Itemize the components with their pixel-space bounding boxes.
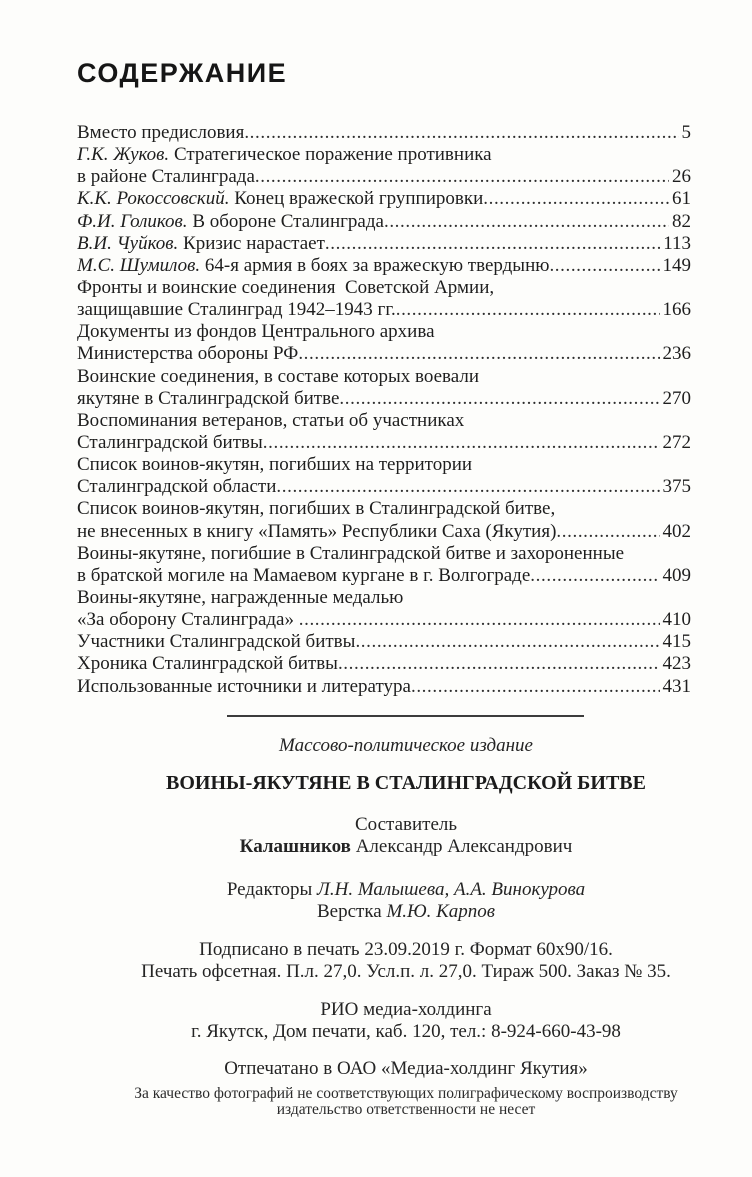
toc-entry-text: В обороне Сталинграда (187, 210, 384, 232)
toc-author-name: В.И. Чуйков. (77, 232, 179, 254)
dot-leader (338, 653, 660, 675)
layout-line (60, 901, 752, 923)
toc-entry-text: Список воинов-якутян, погибших на территории (77, 454, 473, 476)
dot-leader (530, 565, 659, 587)
toc-line (77, 410, 691, 432)
toc-line (77, 144, 691, 166)
toc-line (77, 631, 691, 653)
dot-leader (396, 299, 660, 321)
editors-line (60, 879, 752, 901)
dot-leader (384, 211, 669, 233)
toc-line (77, 321, 691, 343)
toc-page-number: 431 (662, 675, 691, 697)
toc-line (77, 299, 691, 321)
toc-page-number: 166 (662, 299, 691, 321)
toc-entry-text: Вместо предисловия (77, 122, 245, 143)
toc-line (77, 476, 691, 498)
toc-list (77, 122, 691, 698)
toc-entry-text: Воинские соединения, в составе которых воевали (77, 365, 480, 387)
print-info-line-2: Печать офсетная. П.л. 27,0. Усл.п. л. 27,0. Тираж 500. Заказ № 35. (141, 961, 671, 982)
toc-entry-text: Министерства обороны РФ (77, 343, 299, 365)
toc-line (77, 343, 691, 365)
toc-page-number: 402 (662, 520, 691, 542)
toc-entry-text: Конец вражеской группировки (229, 188, 484, 210)
toc-entry-text: Воспоминания ветеранов, статьи об участниках (77, 409, 465, 431)
toc-page-number: 272 (662, 431, 691, 453)
separator-line (227, 715, 584, 717)
dot-leader (483, 188, 669, 210)
toc-author-name: Ф.И. Голиков. (77, 210, 188, 232)
layout-label: Верстка (316, 901, 387, 922)
toc-entry-text: в братской могиле на Мамаевом кургане в г. Волгограде (77, 564, 531, 586)
toc-line (77, 366, 691, 388)
editors-label: Редакторы (226, 879, 318, 900)
toc-line (77, 166, 691, 188)
toc-entry-text: защищавшие Сталинград 1942–1943 гг. (77, 299, 396, 321)
toc-line (77, 122, 691, 144)
toc-line (77, 587, 691, 609)
toc-page-number: 415 (662, 631, 691, 653)
toc-entry-text: в районе Сталинграда (77, 166, 255, 188)
toc-page-number: 423 (662, 653, 691, 675)
toc-entry-text: «За оборону Сталинграда» (77, 609, 299, 631)
page-title: СОДЕРЖАНИЕ (77, 58, 288, 88)
toc-line (77, 565, 691, 587)
toc-line (77, 388, 691, 410)
dot-leader (276, 476, 659, 498)
dot-leader (339, 388, 659, 410)
toc-author-name: Г.К. Жуков. (77, 144, 170, 166)
toc-line (77, 188, 691, 210)
toc-entry-text: не внесенных в книгу «Память» Республики Саха (Якутия) (77, 520, 557, 542)
toc-entry-text: 64-я армия в боях за вражескую твердыню (200, 254, 550, 276)
toc-line (77, 498, 691, 520)
edition-type: Массово-политическое издание (279, 735, 533, 756)
printed-at-line: Отпечатано в ОАО «Медиа-холдинг Якутия» (224, 1058, 588, 1079)
toc-entry-text: Стратегическое поражение противника (169, 144, 492, 166)
editors-names: Л.Н. Малышева, А.А. Винокурова (317, 879, 586, 900)
toc-page-number: 5 (681, 122, 691, 143)
toc-entry-text: Воины-якутяне, награжденные медалью (77, 586, 404, 608)
toc-entry-text: Список воинов-якутян, погибших в Сталинградской битве, (77, 498, 556, 520)
toc-page-number: 409 (662, 564, 691, 586)
compiler-given-name: Александр Александрович (350, 836, 573, 857)
toc-line (77, 277, 691, 299)
toc-entry-text: Использованные источники и литература (77, 675, 411, 697)
print-info-line-1: Подписано в печать 23.09.2019 г. Формат 60х90/16. (199, 939, 613, 960)
toc-page-number: 113 (663, 232, 691, 254)
publisher-line-2: г. Якутск, Дом печати, каб. 120, тел.: 8-924-660-43-98 (191, 1021, 621, 1042)
dot-leader (556, 521, 659, 543)
dot-leader (325, 233, 660, 255)
toc-entry-text: Сталинградской области (77, 476, 277, 498)
toc-line (77, 543, 691, 565)
toc-entry-text: Фронты и воинские соединения Советской Армии, (77, 276, 495, 298)
toc-line (77, 255, 691, 277)
toc-line (77, 432, 691, 454)
toc-line (77, 521, 691, 543)
toc-entry-text: Хроника Сталинградской битвы (77, 653, 338, 675)
toc-line (77, 211, 691, 233)
toc-page-number: 26 (672, 166, 691, 188)
toc-line (77, 454, 691, 476)
toc-line (77, 653, 691, 675)
toc-line (77, 676, 691, 698)
disclaimer-line-2: издательство ответственности не несет (276, 1101, 536, 1118)
toc-line (77, 609, 691, 631)
toc-page-number: 375 (662, 476, 691, 498)
dot-leader (263, 432, 660, 454)
toc-page-number: 82 (672, 210, 691, 232)
toc-entry-text: Воины-якутяне, погибшие в Сталинградской битве и захороненные (77, 542, 625, 564)
toc-author-name: К.К. Рокоссовский. (77, 188, 230, 210)
toc-entry-text: Сталинградской битвы (77, 431, 263, 453)
dot-leader (549, 255, 659, 277)
book-title: ВОИНЫ-ЯКУТЯНЕ В СТАЛИНГРАДСКОЙ БИТВЕ (166, 772, 646, 794)
compiler-name (60, 836, 752, 858)
publisher-line-1: РИО медиа-холдинга (320, 999, 492, 1020)
disclaimer-line-1: За качество фотографий не соответствующих полиграфическому воспроизводству (134, 1085, 678, 1102)
toc-entry-text: якутяне в Сталинградской битве (77, 387, 340, 409)
toc-page-number: 410 (662, 609, 691, 631)
toc-entry-text: Кризис нарастает (178, 232, 325, 254)
toc-page-number: 236 (662, 343, 691, 365)
dot-leader (355, 631, 659, 653)
toc-page-number: 149 (662, 254, 691, 276)
toc-page-number: 270 (662, 387, 691, 409)
toc-entry-text: Документы из фондов Центрального архива (77, 321, 435, 343)
dot-leader (299, 609, 660, 631)
toc-author-name: М.С. Шумилов. (77, 254, 201, 276)
compiler-surname: Калашников (239, 836, 351, 857)
layout-name: М.Ю. Карпов (386, 901, 496, 922)
toc-page-number: 61 (672, 188, 691, 210)
toc-line (77, 233, 691, 255)
toc-entry-text: Участники Сталинградской битвы (77, 631, 356, 653)
dot-leader (411, 676, 660, 698)
compiler-label: Составитель (354, 814, 458, 835)
dot-leader (255, 166, 669, 188)
dot-leader (298, 343, 659, 365)
dot-leader (244, 122, 678, 144)
